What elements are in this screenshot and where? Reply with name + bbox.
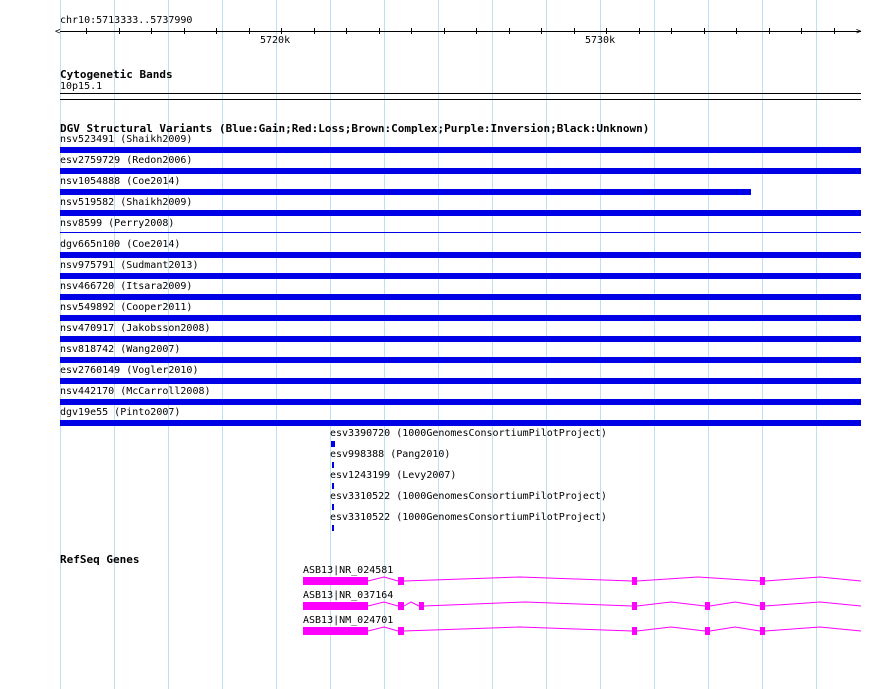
variant-label: nsv818742 (Wang2007) [60, 344, 181, 355]
variant-label: nsv470917 (Jakobsson2008) [60, 323, 211, 334]
gene-intron-line [368, 627, 398, 631]
cytoband-label: 10p15.1 [60, 81, 103, 92]
ruler-tick-label: 5730k [585, 35, 616, 46]
variant-label: nsv523491 (Shaikh2009) [60, 134, 193, 145]
ruler-tick [476, 28, 477, 34]
ruler-right-arrow: > [856, 27, 862, 37]
gene-intron-line [404, 577, 632, 581]
gene-exon [398, 577, 404, 585]
region-label: chr10:5713333..5737990 [60, 15, 193, 26]
gene-exon [760, 602, 765, 610]
ruler-tick [411, 28, 412, 34]
gene-intron-line [424, 602, 632, 606]
variant-label: nsv442170 (McCarroll2008) [60, 386, 211, 397]
ruler-tick [151, 28, 152, 34]
gene-intron-line [637, 602, 705, 606]
gene-intron-line [765, 577, 861, 581]
variant-label: esv3390720 (1000GenomesConsortiumPilotProject) [330, 428, 607, 439]
variant-label: dgv665n100 (Coe2014) [60, 239, 181, 250]
variant-label: nsv1054888 (Coe2014) [60, 176, 181, 187]
variant-label: esv2759729 (Redon2006) [60, 155, 193, 166]
ruler-tick [671, 28, 672, 34]
variant-label: nsv519582 (Shaikh2009) [60, 197, 193, 208]
variant-label: esv2760149 (Vogler2010) [60, 365, 199, 376]
variant-label: nsv8599 (Perry2008) [60, 218, 175, 229]
gene-exon [705, 627, 710, 635]
ruler-tick [346, 28, 347, 34]
ruler-tick [801, 28, 802, 34]
ruler-tick [119, 28, 120, 34]
gene-intron-line [710, 627, 760, 631]
gene-exon [705, 602, 710, 610]
gene-exon [303, 577, 368, 585]
refseq-track-title: RefSeq Genes [60, 553, 140, 566]
variant-label: esv3310522 (1000GenomesConsortiumPilotProject) [330, 491, 607, 502]
ruler-tick [736, 28, 737, 34]
ruler-tick [509, 28, 510, 34]
gene-intron-line [404, 602, 419, 606]
ruler-tick [574, 28, 575, 34]
gene-exon [760, 627, 765, 635]
gene-label: ASB13|NR_024581 [303, 565, 394, 576]
variant-label: esv3310522 (1000GenomesConsortiumPilotProject) [330, 512, 607, 523]
variant-label: nsv975791 (Sudmant2013) [60, 260, 199, 271]
ruler-tick [639, 28, 640, 34]
gene-exon [303, 627, 368, 635]
variant-label: dgv19e55 (Pinto2007) [60, 407, 181, 418]
gene-exon [632, 627, 637, 635]
variant-label: nsv466720 (Itsara2009) [60, 281, 193, 292]
ruler-tick [216, 28, 217, 34]
ruler-tick [249, 28, 250, 34]
gene-exon [632, 602, 637, 610]
gene-exon [419, 602, 424, 610]
gene-intron-line [765, 602, 861, 606]
dgv-track-title: DGV Structural Variants (Blue:Gain;Red:Loss;Brown:Complex;Purple:Inversion;Black:Unknown) [60, 122, 650, 135]
ruler-tick [379, 28, 380, 34]
gene-intron-line [404, 627, 632, 631]
ruler-tick [606, 28, 607, 34]
gene-exon [303, 602, 368, 610]
gene-label: ASB13|NR_037164 [303, 590, 394, 601]
gene-exon [760, 577, 765, 585]
ruler-tick [281, 28, 282, 34]
ruler-tick [704, 28, 705, 34]
ruler-tick [86, 28, 87, 34]
variant-label: esv1243199 (Levy2007) [330, 470, 457, 481]
ruler-tick [314, 28, 315, 34]
ruler-left-arrow: < [55, 27, 61, 37]
gene-intron-line [637, 627, 705, 631]
ruler-tick [444, 28, 445, 34]
ruler-tick [541, 28, 542, 34]
gene-intron-line [368, 602, 398, 606]
gene-exon [632, 577, 637, 585]
ruler-tick-label: 5720k [260, 35, 291, 46]
variant-label: esv998388 (Pang2010) [330, 449, 451, 460]
ruler-tick [184, 28, 185, 34]
cytoband-track-title: Cytogenetic Bands [60, 68, 173, 81]
variant-label: nsv549892 (Cooper2011) [60, 302, 193, 313]
gene-intron-line [710, 602, 760, 606]
gene-exon [398, 627, 404, 635]
gene-exon [398, 602, 404, 610]
gene-label: ASB13|NM_024701 [303, 615, 394, 626]
ruler-tick [834, 28, 835, 34]
ruler-tick [769, 28, 770, 34]
gene-intron-line [368, 577, 398, 581]
gene-intron-line [765, 627, 861, 631]
gene-intron-line [637, 577, 760, 581]
